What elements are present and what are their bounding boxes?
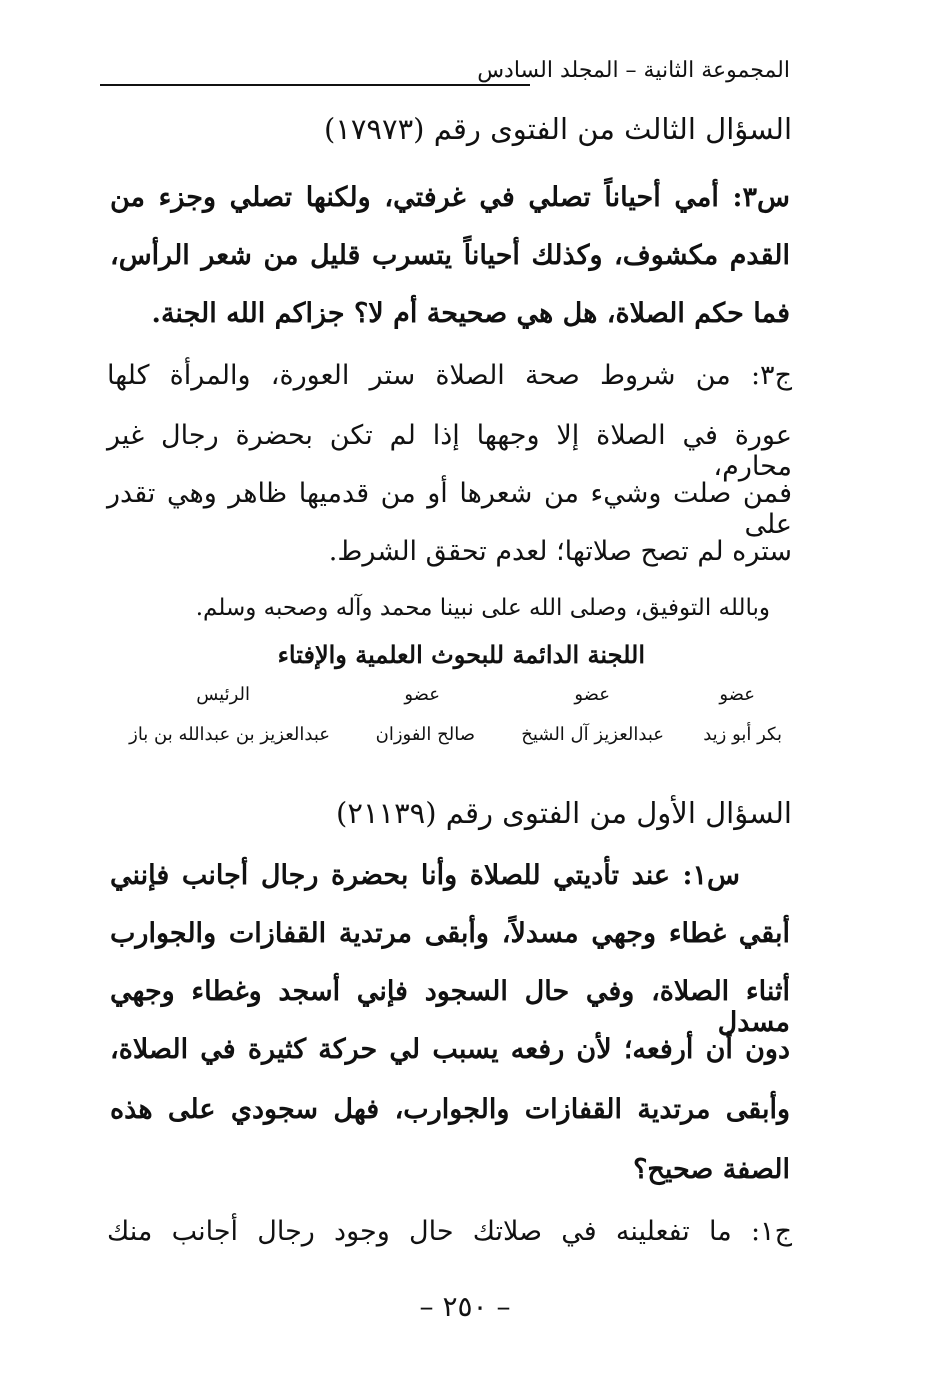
signatory-name: عبدالعزيز آل الشيخ xyxy=(521,724,664,745)
question-1-line: الصفة صحيح؟ xyxy=(633,1154,790,1185)
answer-3-line: فمن صلت وشيء من شعرها أو من قدميها ظاهر وهي تقدر على xyxy=(107,478,792,540)
question-1-title: السؤال الأول من الفتوى رقم (٢١١٣٩) xyxy=(336,796,792,830)
running-header xyxy=(100,58,790,94)
running-title: المجموعة الثانية – المجلد السادس xyxy=(477,58,790,83)
signatory-name: بكر أبو زيد xyxy=(703,724,782,745)
page-number: – ٢٥٠ – xyxy=(419,1290,511,1323)
question-1-line: س١: عند تأديتي للصلاة وأنا بحضرة رجال أجانب فإنني xyxy=(110,860,740,891)
question-3-line: فما حكم الصلاة، هل هي صحيحة أم لا؟ جزاكم الله الجنة. xyxy=(151,298,790,329)
signatory-role: الرئيس xyxy=(196,684,250,705)
question-3-line: س٣: أمي أحياناً تصلي في غرفتي، ولكنها تصلي وجزء من xyxy=(110,182,790,213)
answer-3-line: ج٣: من شروط صحة الصلاة ستر العورة، والمرأة كلها xyxy=(107,360,792,391)
question-3-line: القدم مكشوف، وكذلك أحياناً يتسرب قليل من شعر الرأس، xyxy=(110,240,790,271)
answer-1-line: ج١: ما تفعلينه في صلاتك حال وجود رجال أجانب منك xyxy=(107,1216,792,1247)
closing-prayer: وبالله التوفيق، وصلى الله على نبينا محمد وآله وصحبه وسلم. xyxy=(195,595,770,621)
question-1-line: وأبقى مرتدية القفازات والجوارب، فهل سجودي على هذه xyxy=(110,1094,790,1125)
answer-3-line: ستره لم تصح صلاتها؛ لعدم تحقق الشرط. xyxy=(328,536,792,567)
question-1-line: أبقي غطاء وجهي مسدلاً، وأبقى مرتدية القفازات والجوارب xyxy=(110,918,790,949)
question-3-title: السؤال الثالث من الفتوى رقم (١٧٩٧٣) xyxy=(323,112,792,146)
committee-name: اللجنة الدائمة للبحوث العلمية والإفتاء xyxy=(277,640,645,669)
question-1-line: دون أن أرفعه؛ لأن رفعه يسبب لي حركة كثيرة في الصلاة، xyxy=(110,1034,790,1065)
header-rule xyxy=(100,84,530,86)
question-1-line: أثناء الصلاة، وفي حال السجود فإني أسجد وغطاء وجهي مسدل xyxy=(110,976,790,1038)
signatory-role: عضو xyxy=(404,684,440,705)
signatory-name: صالح الفوزان xyxy=(375,724,475,745)
answer-3-line: عورة في الصلاة إلا وجهها إذا لم تكن بحضرة رجال غير محارم، xyxy=(107,420,792,482)
signatory-name: عبدالعزيز بن عبدالله بن باز xyxy=(129,724,330,745)
signatory-role: عضو xyxy=(719,684,755,705)
signatory-role: عضو xyxy=(574,684,610,705)
